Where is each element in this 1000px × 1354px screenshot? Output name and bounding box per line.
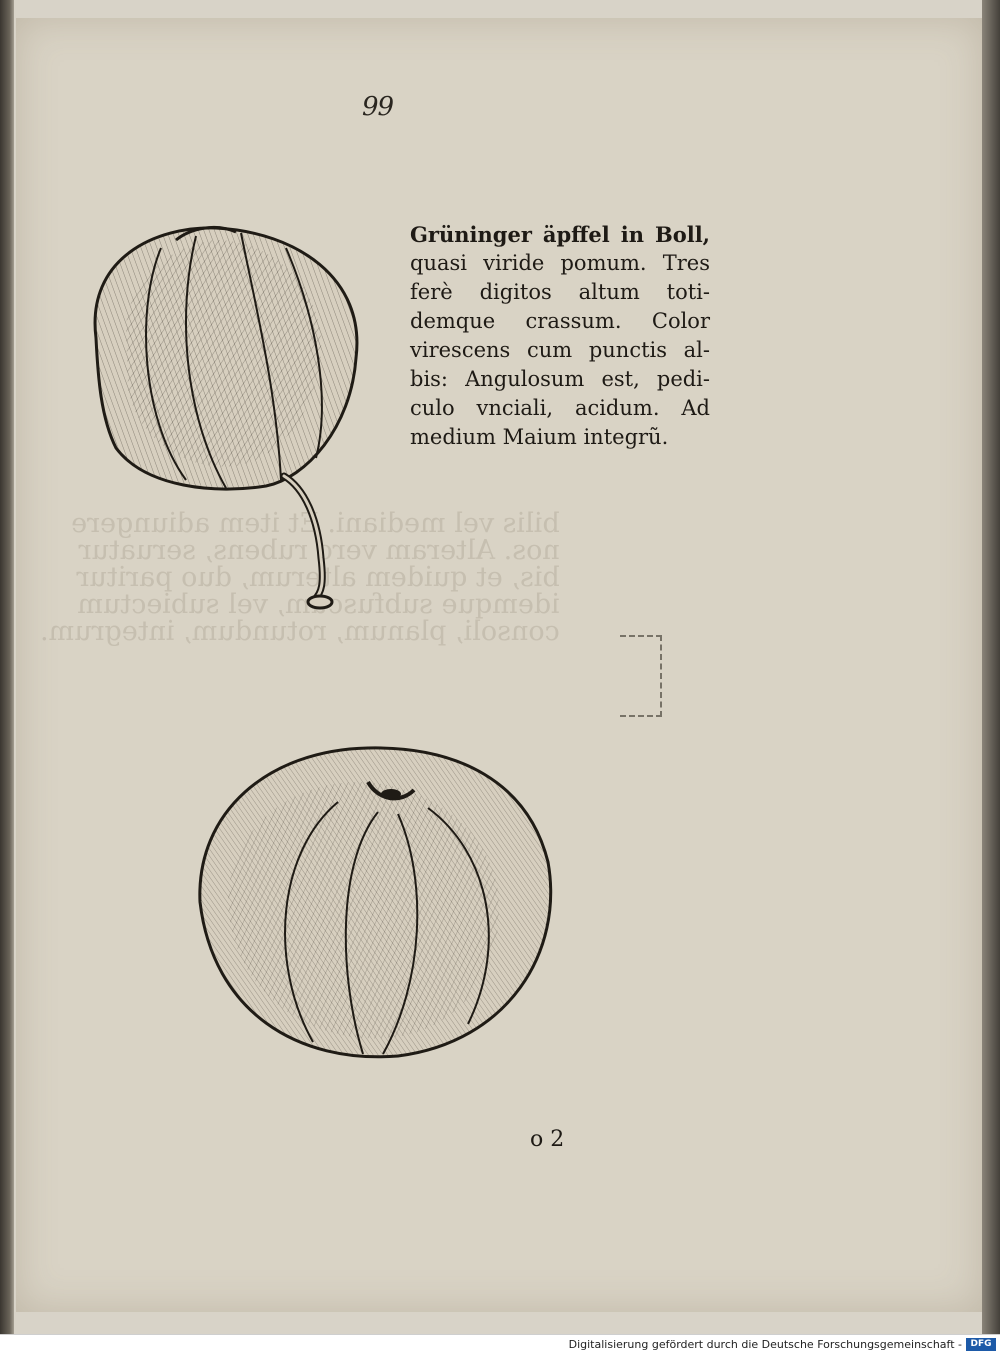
- text-line: medium Maium integrũ.: [410, 425, 669, 449]
- text-line: virescens cum punctis al-: [410, 338, 710, 362]
- apple-with-stem-icon: [66, 218, 366, 618]
- text-line: bis: Angulosum est, pedi-: [410, 367, 710, 391]
- text-line: quasi viride pomum. Tres: [410, 251, 710, 275]
- description-text-block: [410, 220, 710, 452]
- page-right-edge: [982, 0, 1000, 1334]
- text-line: culo vnciali, acidum. Ad: [410, 396, 710, 420]
- apple-round-icon: [188, 742, 560, 1062]
- text-line: demque crassum. Color: [410, 309, 710, 333]
- footer-credit: Digitalisierung gefördert durch die Deutsche Forschungsgemeinschaft -: [568, 1338, 962, 1351]
- text-line-heading: Grüninger äpffel in Boll,: [410, 222, 710, 247]
- footer-bar: [0, 1334, 1000, 1354]
- show-through-stamp: [620, 635, 662, 717]
- text-line: ferè digitos altum toti-: [410, 280, 710, 304]
- page-number: 99: [362, 92, 394, 122]
- book-page: [16, 18, 982, 1312]
- dfg-logo-icon[interactable]: DFG: [966, 1338, 996, 1351]
- printer-signature: o 2: [530, 1127, 565, 1152]
- book-spine-edge: [0, 0, 14, 1334]
